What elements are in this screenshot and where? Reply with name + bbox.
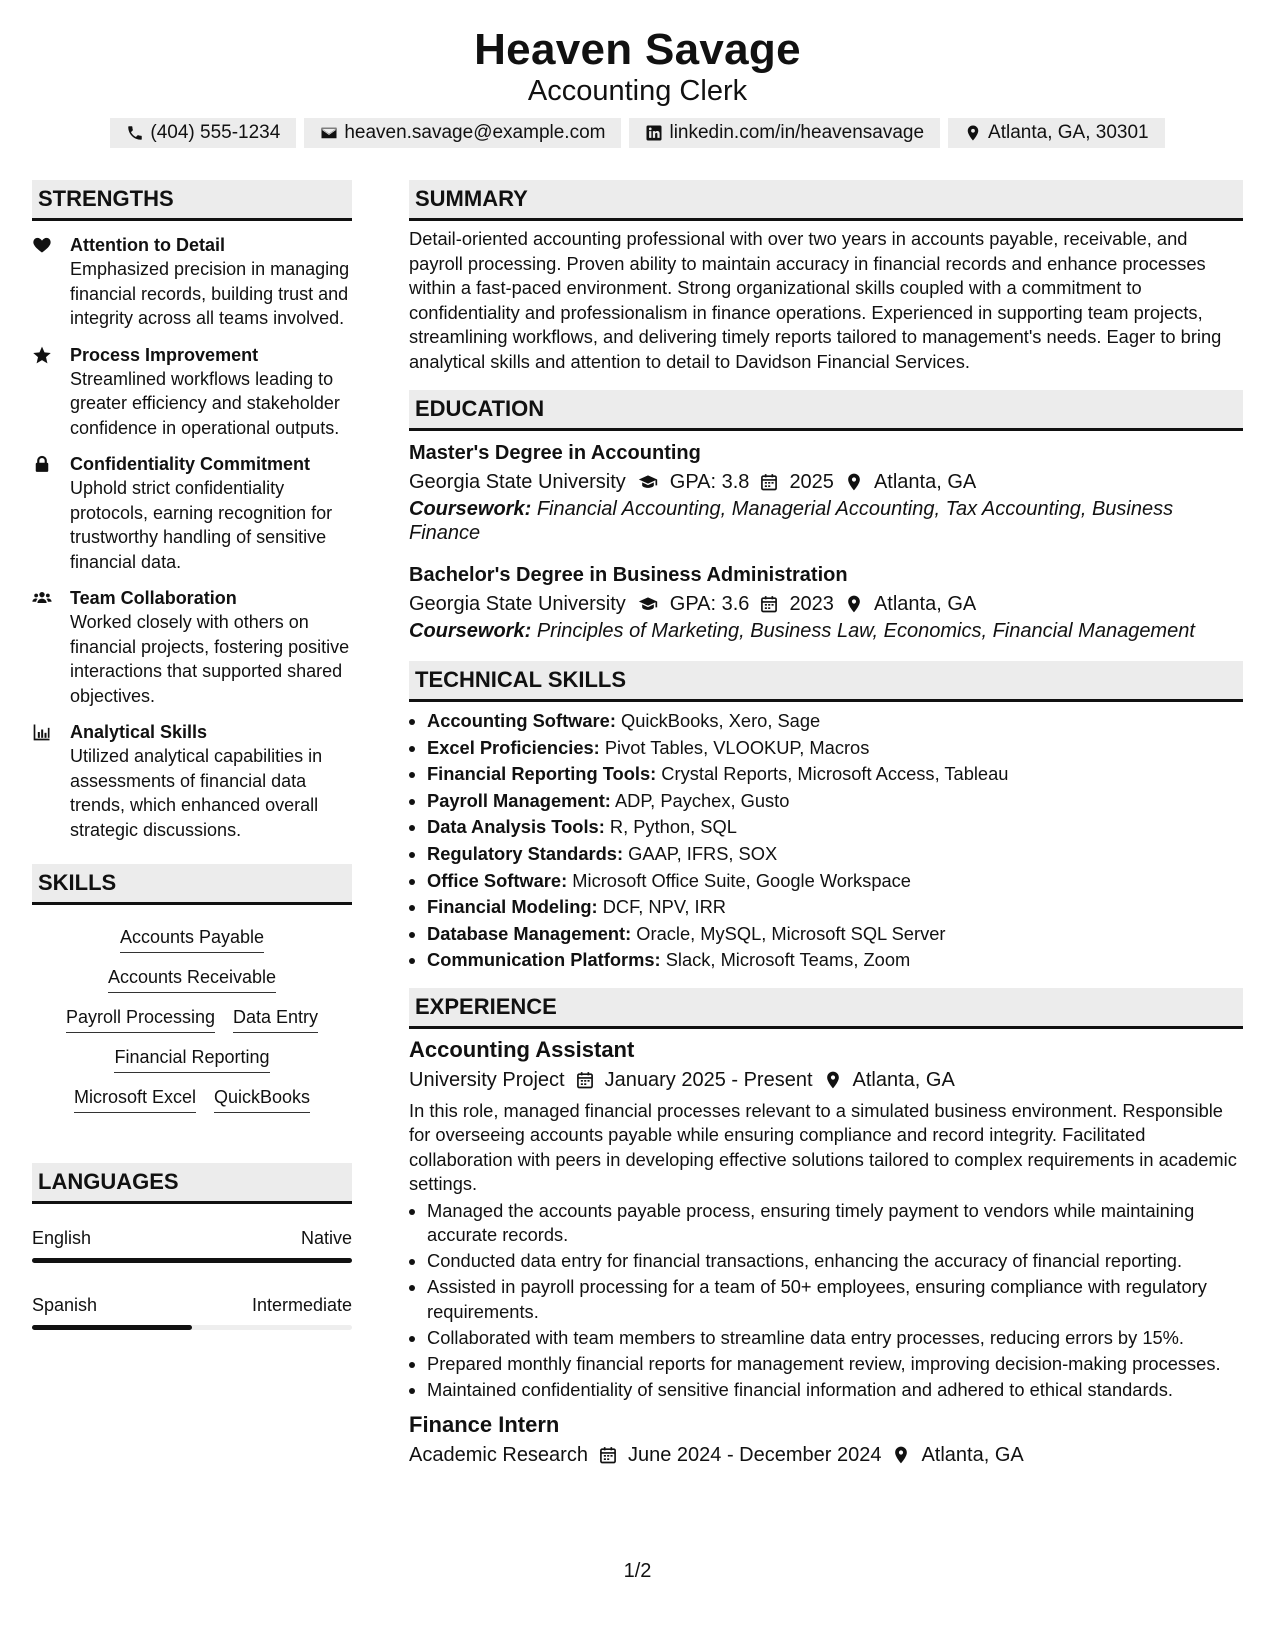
tech-skill-label: Payroll Management: (427, 789, 611, 811)
location-pin-icon (823, 1070, 843, 1090)
candidate-title: Accounting Clerk (527, 75, 748, 107)
coursework (409, 497, 1243, 545)
calendar-icon (759, 594, 779, 614)
tech-skill-label: Accounting Software: (427, 710, 616, 731)
tech-skill-label: Excel Proficiencies: (427, 736, 600, 758)
strength-title: Team Collaboration (70, 588, 237, 608)
strength-title: Attention to Detail (70, 235, 225, 255)
technical-skills-list (409, 708, 1243, 974)
strength-title: Confidentiality Commitment (70, 454, 311, 474)
list-item (427, 735, 1243, 762)
tech-skill-label: Data Analysis Tools: (427, 816, 605, 838)
languages-heading: LANGUAGES (32, 1163, 352, 1204)
list-item: • Assisted in payroll processing for a team of 50+ employees, ensuring compliance with regulatory requirements. (427, 1275, 1243, 1324)
tech-skill-value: QuickBooks, Xero, Sage (621, 710, 821, 731)
coursework-label: Coursework: (409, 620, 532, 642)
graduation-cap-icon (636, 472, 660, 492)
skill-tag: QuickBooks (214, 1085, 310, 1113)
list-item (427, 947, 1243, 974)
job-dates: January 2025 - Present (604, 1068, 813, 1091)
graduation-year: 2023 (789, 593, 834, 615)
coursework-label: Coursework: (409, 498, 532, 520)
strength-item (32, 452, 352, 574)
coursework (409, 619, 1243, 643)
strengths-list (32, 233, 352, 842)
job-org: Academic Research (409, 1444, 588, 1467)
list-item (427, 894, 1243, 921)
gpa: GPA: 3.6 (669, 593, 750, 615)
school-location: Atlanta, GA (873, 593, 977, 615)
list-item: • Conducted data entry for financial transactions, enhancing the accuracy of financial reporting. (427, 1249, 1243, 1274)
location-pin-icon (964, 124, 982, 142)
language-item (32, 1293, 352, 1330)
skill-row (32, 925, 352, 953)
tech-skill-label: Financial Reporting Tools: (427, 763, 657, 785)
tech-skill-value: GAAP, IFRS, SOX (628, 842, 778, 864)
job-meta (409, 1440, 1243, 1470)
candidate-name: Heaven Savage (474, 25, 801, 74)
job-meta (409, 1065, 1243, 1095)
linkedin-icon (645, 124, 663, 142)
job-location: Atlanta, GA (921, 1444, 1024, 1467)
job-title: Finance Intern (409, 1412, 560, 1438)
technical-skills-heading: TECHNICAL SKILLS (409, 661, 1243, 702)
education-item (409, 439, 1243, 545)
strengths-heading: STRENGTHS (32, 180, 352, 221)
skill-tag: Microsoft Excel (74, 1085, 196, 1113)
job-entry (409, 1035, 1243, 1403)
calendar-icon (575, 1070, 595, 1090)
tech-skill-label: Communication Platforms: (427, 949, 661, 971)
language-level: Native (300, 1228, 352, 1248)
tech-skill-value: R, Python, SQL (609, 816, 737, 838)
strength-title: Process Improvement (70, 344, 259, 365)
education-meta (409, 467, 1243, 497)
list-item (427, 708, 1243, 735)
tech-skill-value: ADP, Paychex, Gusto (614, 789, 790, 811)
job-entry (409, 1410, 1243, 1470)
skill-tag: Data Entry (233, 1005, 318, 1033)
star-icon (32, 345, 52, 365)
skill-row (32, 1005, 352, 1033)
language-level: Intermediate (251, 1295, 352, 1315)
job-bullets (409, 1199, 1243, 1403)
school-location: Atlanta, GA (873, 471, 977, 493)
tech-skill-label: Office Software: (427, 869, 568, 891)
contact-phone-text: (404) 555-1234 (150, 122, 281, 143)
skills-list (32, 905, 352, 1113)
phone-icon (126, 124, 144, 142)
strength-desc: Worked closely with others on financial projects, fostering positive interactions that supported shared objectives. (70, 612, 350, 706)
lock-icon (32, 454, 52, 474)
strength-desc: Uphold strict confidentiality protocols, earning recognition for trustworthy handling of sensitive financial data. (70, 478, 333, 572)
calendar-icon (598, 1445, 618, 1465)
summary-text: Detail-oriented accounting professional with over two years in accounts payable, receivable, and payroll processing. Proven ability to maintain accuracy in financial records and enhance processes within a fast-paced environment. Strong organizational skills coupled with a commitment to confidentiality and professionalism in finance operations. Experienced in supporting team projects, streamlining workflows, and delivering timely reports tailored to management's needs. Eager to bring analytical skills and attention to detail to Davidson Financial Services. (409, 228, 1222, 372)
list-item: • Collaborated with team members to streamline data entry processes, reducing errors by 15%. (427, 1326, 1243, 1351)
coursework-list: Principles of Marketing, Business Law, Economics, Financial Management (536, 620, 1195, 642)
strength-item (32, 586, 352, 708)
list-item (427, 868, 1243, 895)
job-dates: June 2024 - December 2024 (627, 1444, 882, 1467)
skill-row (32, 965, 352, 993)
graduation-cap-icon (636, 594, 660, 614)
summary-heading: SUMMARY (409, 180, 1243, 221)
right-column (409, 180, 1243, 1470)
job-description: In this role, managed financial processes relevant to a simulated business environment. Responsible for overseeing accounts payable while ensuring compliance and record integrity. Facilitated collaboration with peers in developing effective solutions tailored to complex requirements in academic settings. (409, 1099, 1237, 1195)
education-heading: EDUCATION (409, 390, 1243, 431)
contact-email-text: heaven.savage@example.com (344, 122, 606, 143)
tech-skill-value: Microsoft Office Suite, Google Workspace (572, 869, 911, 891)
strength-desc: Streamlined workflows leading to greater efficiency and stakeholder confidence in operational outputs. (70, 368, 340, 438)
job-location: Atlanta, GA (852, 1068, 955, 1091)
school-name: Georgia State University (409, 471, 626, 493)
coursework-list: Financial Accounting, Managerial Accounting, Tax Accounting, Business Finance (409, 498, 1174, 544)
education-meta (409, 589, 1243, 619)
contact-linkedin-text: linkedin.com/in/heavensavage (669, 122, 925, 143)
language-item (32, 1226, 352, 1263)
strength-item (32, 233, 352, 331)
strength-item (32, 343, 352, 441)
tech-skill-value: Crystal Reports, Microsoft Access, Tableau (661, 763, 1009, 785)
skills-heading: SKILLS (32, 864, 352, 905)
skill-tag: Payroll Processing (66, 1005, 215, 1033)
strength-title: Analytical Skills (70, 722, 208, 742)
language-name: English (32, 1228, 92, 1248)
tech-skill-label: Regulatory Standards: (427, 842, 624, 864)
tech-skill-value: Slack, Microsoft Teams, Zoom (665, 949, 911, 971)
tech-skill-value: Pivot Tables, VLOOKUP, Macros (604, 736, 870, 758)
contact-location-text: Atlanta, GA, 30301 (988, 122, 1149, 143)
strength-item (32, 720, 352, 842)
list-item: • Managed the accounts payable process, ensuring timely payment to vendors while maintaining accurate records. (427, 1199, 1243, 1248)
list-item: • Prepared monthly financial reports for management review, improving decision-making processes. (427, 1352, 1243, 1377)
school-name: Georgia State University (409, 593, 626, 615)
contact-phone (110, 118, 296, 148)
job-title: Accounting Assistant (409, 1036, 635, 1062)
list-item (427, 761, 1243, 788)
contact-location (948, 118, 1165, 148)
tech-skill-label: Database Management: (427, 922, 632, 944)
left-column (32, 180, 352, 1330)
job-org: University Project (409, 1068, 565, 1091)
tech-skill-value: DCF, NPV, IRR (602, 896, 726, 918)
skill-tag: Accounts Payable (120, 925, 264, 953)
list-item (427, 841, 1243, 868)
location-pin-icon (844, 472, 864, 492)
strength-desc: Utilized analytical capabilities in assessments of financial data trends, which enhanced overall strategic discussions. (70, 746, 323, 840)
resume-header (0, 0, 1275, 148)
contact-bar (0, 118, 1275, 148)
strength-desc: Emphasized precision in managing financial records, building trust and integrity across all teams involved. (70, 259, 350, 328)
users-icon (32, 588, 52, 608)
list-item (427, 788, 1243, 815)
list-item (427, 921, 1243, 948)
language-proficiency-bar (32, 1258, 352, 1263)
degree-title: Master's Degree in Accounting (409, 442, 701, 464)
envelope-icon (320, 124, 338, 142)
heart-icon (32, 235, 52, 255)
skill-tag: Accounts Receivable (108, 965, 276, 993)
location-pin-icon (844, 594, 864, 614)
education-item (409, 561, 1243, 643)
skill-tag: Financial Reporting (114, 1045, 269, 1073)
location-pin-icon (891, 1445, 911, 1465)
gpa: GPA: 3.8 (669, 471, 750, 493)
list-item: • Maintained confidentiality of sensitive financial information and adhered to ethical standards. (427, 1378, 1243, 1403)
degree-title: Bachelor's Degree in Business Administration (409, 564, 848, 586)
bar-chart-icon (32, 722, 52, 742)
page-number: 1/2 (623, 1560, 652, 1582)
contact-email[interactable] (304, 118, 621, 148)
skill-row (32, 1085, 352, 1113)
language-proficiency-bar (32, 1325, 352, 1330)
tech-skill-label: Financial Modeling: (427, 896, 598, 918)
language-name: Spanish (32, 1295, 98, 1315)
contact-linkedin[interactable] (629, 118, 940, 148)
calendar-icon (759, 472, 779, 492)
experience-heading: EXPERIENCE (409, 988, 1243, 1029)
skill-row (32, 1045, 352, 1073)
tech-skill-value: Oracle, MySQL, Microsoft SQL Server (636, 922, 946, 944)
list-item (427, 814, 1243, 841)
graduation-year: 2025 (789, 471, 834, 493)
